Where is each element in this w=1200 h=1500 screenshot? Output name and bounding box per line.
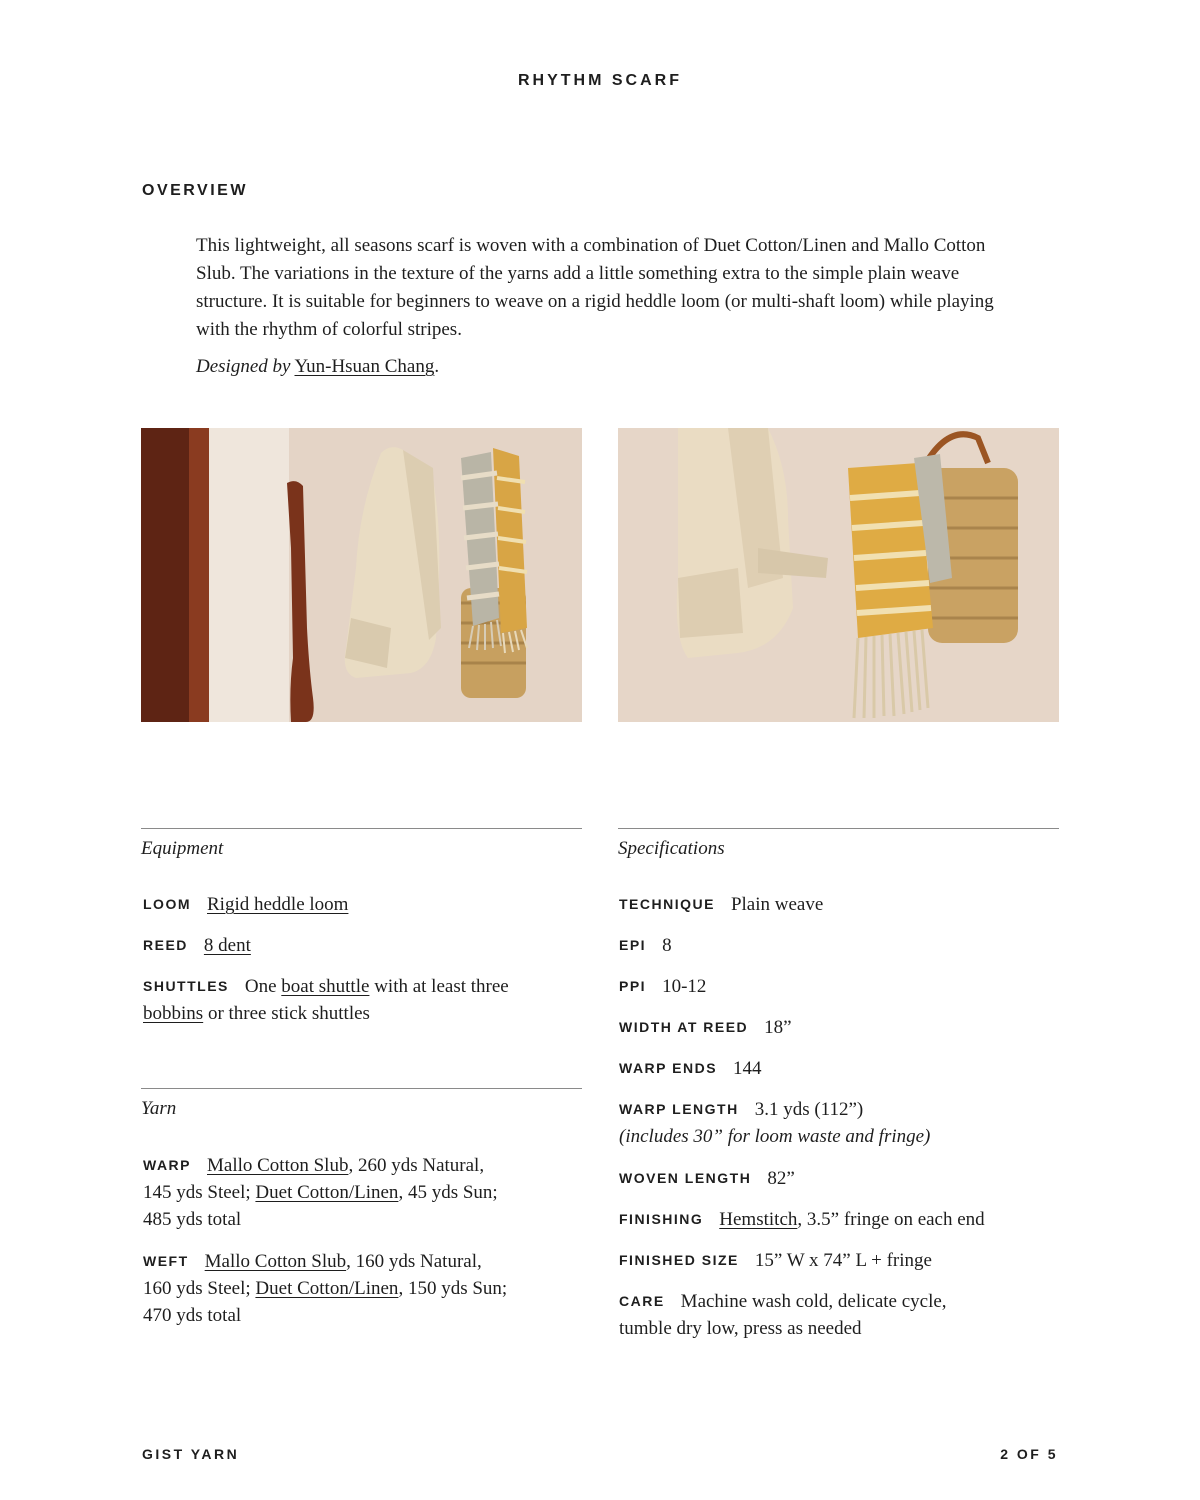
specifications-rule xyxy=(618,828,1059,829)
warp-mallo-link[interactable]: Mallo Cotton Slub xyxy=(207,1155,349,1176)
shuttles-text-3: or three stick shuttles xyxy=(203,1003,370,1024)
overview-body: This lightweight, all seasons scarf is woven with a combination of Duet Cotton/Linen and Mallo Cotton Slub. The variations in the texture of the yarns add a little something extra to the simple plain weave structure. It is suitable for beginners to weave on a rigid heddle loom (or multi-shaft loom) while playing with the rhythm of colorful stripes. xyxy=(196,235,994,340)
weft-text-1: , 160 yds Natural, xyxy=(346,1251,482,1272)
specifications-title: Specifications xyxy=(618,838,725,859)
woven-length-row xyxy=(619,1165,795,1192)
warp-label: WARP xyxy=(143,1157,191,1173)
ppi-value: 10-12 xyxy=(662,976,707,997)
photo-coat-scarf-left xyxy=(141,428,582,722)
epi-value: 8 xyxy=(662,935,672,956)
width-value: 18” xyxy=(764,1017,792,1038)
finishing-label: FINISHING xyxy=(619,1211,704,1227)
designer-link[interactable]: Yun-Hsuan Chang xyxy=(294,356,435,377)
bobbins-link[interactable]: bobbins xyxy=(143,1003,204,1024)
care-label: CARE xyxy=(619,1293,665,1309)
finished-size-label: FINISHED SIZE xyxy=(619,1252,739,1268)
photo-coat-scarf-right xyxy=(618,428,1059,722)
weft-mallo-link[interactable]: Mallo Cotton Slub xyxy=(204,1251,347,1272)
technique-row xyxy=(619,891,823,918)
width-label: WIDTH AT REED xyxy=(619,1019,749,1035)
warp-text-3: , 45 yds Sun; xyxy=(398,1182,498,1203)
finishing-row xyxy=(619,1206,1059,1233)
weft-duet-link[interactable]: Duet Cotton/Linen xyxy=(255,1278,399,1299)
warp-ends-row xyxy=(619,1055,762,1082)
epi-row xyxy=(619,932,672,959)
loom-link[interactable]: Rigid heddle loom xyxy=(207,894,349,915)
footer-page-number: 2 OF 5 xyxy=(1000,1446,1058,1462)
warp-duet-link[interactable]: Duet Cotton/Linen xyxy=(255,1182,399,1203)
shuttles-text-2: with at least three xyxy=(369,976,509,997)
warp-length-note: (includes 30” for loom waste and fringe) xyxy=(619,1126,931,1147)
weft-text-3: , 150 yds Sun; xyxy=(398,1278,508,1299)
technique-label: TECHNIQUE xyxy=(619,896,715,912)
weft-total: 470 yds total xyxy=(143,1305,242,1326)
warp-length-value: 3.1 yds (112”) xyxy=(754,1099,864,1120)
warp-total: 485 yds total xyxy=(143,1209,242,1230)
ppi-row xyxy=(619,973,706,1000)
woven-length-label: WOVEN LENGTH xyxy=(619,1170,752,1186)
warp-text-1: , 260 yds Natural, xyxy=(348,1155,485,1176)
care-value-2: tumble dry low, press as needed xyxy=(619,1318,862,1339)
designed-by-label: Designed by xyxy=(196,356,291,377)
yarn-rule xyxy=(141,1088,582,1089)
warp-ends-value: 144 xyxy=(733,1058,762,1079)
shuttles-row xyxy=(143,973,573,1027)
care-row xyxy=(619,1288,1059,1342)
ppi-label: PPI xyxy=(619,978,647,994)
shuttles-text-1: One xyxy=(244,976,282,997)
loom-label: LOOM xyxy=(143,896,191,912)
warp-text-2: 145 yds Steel; xyxy=(143,1182,256,1203)
reed-link[interactable]: 8 dent xyxy=(203,935,251,956)
overview-heading: OVERVIEW xyxy=(142,182,248,199)
loom-row xyxy=(143,891,348,918)
reed-row xyxy=(143,932,251,959)
overview-text xyxy=(196,232,1016,344)
finished-size-row xyxy=(619,1247,932,1274)
epi-label: EPI xyxy=(619,937,647,953)
care-value-1: Machine wash cold, delicate cycle, xyxy=(680,1291,947,1312)
weft-row xyxy=(143,1248,573,1329)
technique-value: Plain weave xyxy=(730,894,824,915)
finished-size-value: 15” W x 74” L + fringe xyxy=(754,1250,932,1271)
equipment-rule xyxy=(141,828,582,829)
woven-length-value: 82” xyxy=(767,1168,795,1189)
yarn-title: Yarn xyxy=(141,1098,177,1119)
reed-label: REED xyxy=(143,937,188,953)
hemstitch-link[interactable]: Hemstitch xyxy=(719,1209,798,1230)
weft-label: WEFT xyxy=(143,1253,189,1269)
warp-length-label: WARP LENGTH xyxy=(619,1101,739,1117)
warp-ends-label: WARP ENDS xyxy=(619,1060,718,1076)
designer-period: . xyxy=(434,356,440,377)
document-title: RHYTHM SCARF xyxy=(518,72,682,89)
warp-row xyxy=(143,1152,573,1233)
boat-shuttle-link[interactable]: boat shuttle xyxy=(281,976,370,997)
equipment-title: Equipment xyxy=(141,838,224,859)
width-row xyxy=(619,1014,792,1041)
warp-length-row xyxy=(619,1096,1059,1150)
designer-credit xyxy=(196,356,439,378)
footer-brand: GIST YARN xyxy=(142,1446,240,1462)
weft-text-2: 160 yds Steel; xyxy=(143,1278,256,1299)
finishing-value: , 3.5” fringe on each end xyxy=(797,1209,985,1230)
shuttles-label: SHUTTLES xyxy=(143,978,229,994)
